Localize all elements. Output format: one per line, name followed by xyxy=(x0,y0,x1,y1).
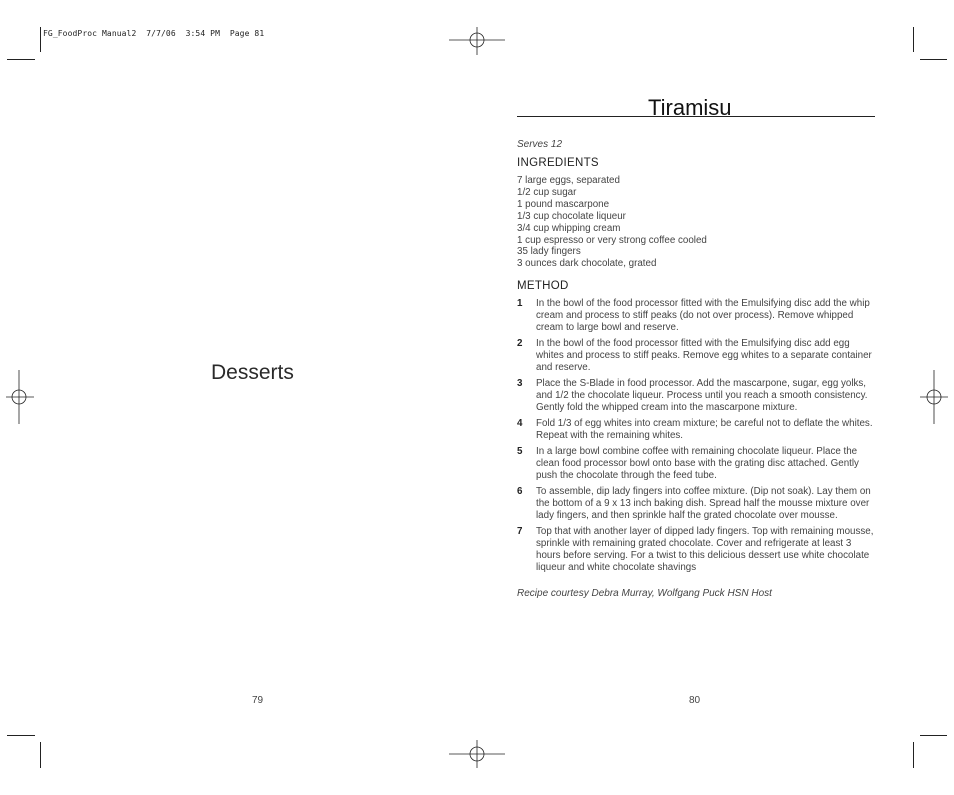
method-step xyxy=(517,446,877,482)
method-heading: METHOD xyxy=(517,280,569,293)
ingredient-item: 7 large eggs, separated xyxy=(517,175,620,186)
ingredient-item: 35 lady fingers xyxy=(517,246,581,258)
ingredient-item: 1 cup espresso or very strong coffee cooled xyxy=(517,234,707,246)
step-number: 6 xyxy=(517,486,523,498)
step-number: 2 xyxy=(517,338,523,350)
step-text: In a large bowl combine coffee with remaining chocolate liqueur. Place the clean food processor bowl onto base with the grating disc attached. Gently push the chocolate through the feed tube. xyxy=(536,446,859,482)
method-step xyxy=(517,378,877,414)
step-text: Top that with another layer of dipped lady fingers. Top with remaining mousse, sprinkle with remaining grated chocolate. Cover and refrigerate at least 3 hours before serving. For a twist to this delicious dessert use white chocolate liqueur and white chocolate shavings xyxy=(536,526,874,574)
ingredient-item: 1/3 cup chocolate liqueur xyxy=(517,210,626,222)
step-text: To assemble, dip lady fingers into coffee mixture. (Dip not soak). Lay them on the bottom of a 9 x 13 inch baking dish. Spread half the mousse mixture over lady fingers, and then sprinkle half the grated chocolate over mousse. xyxy=(536,486,871,522)
method-step xyxy=(517,338,877,374)
crop-mark-top-right-vertical xyxy=(913,27,914,52)
method-step xyxy=(517,486,877,522)
crop-mark-bottom-right-vertical xyxy=(913,742,914,768)
step-number: 1 xyxy=(517,298,523,310)
step-text: In the bowl of the food processor fitted with the Emulsifying disc add egg whites and process to stiff peaks. Remove egg whites to a separate container and reserve. xyxy=(536,338,872,374)
crop-mark-bottom-left-horizontal xyxy=(7,735,35,736)
ingredient-item: 3/4 cup whipping cream xyxy=(517,222,621,234)
recipe-credit: Recipe courtesy Debra Murray, Wolfgang Puck HSN Host xyxy=(517,588,772,600)
registration-mark-bottom-icon xyxy=(449,740,505,768)
crop-mark-top-right-horizontal xyxy=(920,59,947,60)
ingredient-item: 1 pound mascarpone xyxy=(517,198,610,210)
serves-note: Serves 12 xyxy=(517,139,563,150)
step-number: 4 xyxy=(517,418,523,430)
page-number-left: 79 xyxy=(252,695,264,706)
registration-mark-right-icon xyxy=(920,370,948,424)
section-title: Desserts xyxy=(211,361,294,384)
step-text: Fold 1/3 of egg whites into cream mixture; be careful not to deflate the whites. Repeat with the remaining whites. xyxy=(536,418,873,442)
ingredient-item: 1/2 cup sugar xyxy=(517,186,577,198)
step-number: 3 xyxy=(517,378,523,390)
method-step xyxy=(517,298,877,334)
ingredients-heading: INGREDIENTS xyxy=(517,157,599,169)
method-step xyxy=(517,526,877,574)
method-steps xyxy=(517,298,877,574)
step-text: Place the S-Blade in food processor. Add the mascarpone, sugar, egg yolks, and 1/2 the chocolate liqueur. Process until you reach a smooth consistency. Gently fold the whipped cream into the mascarpone mixture. xyxy=(536,378,868,414)
crop-mark-top-left-vertical xyxy=(40,27,41,52)
crop-mark-top-left-horizontal xyxy=(7,59,35,60)
step-number: 7 xyxy=(517,526,523,538)
crop-mark-bottom-left-vertical xyxy=(40,742,41,768)
ingredients-list xyxy=(517,175,877,270)
page-number-right: 80 xyxy=(689,695,701,706)
recipe-content xyxy=(517,139,877,599)
print-slug: FG_FoodProc Manual2 7/7/06 3:54 PM Page 81 xyxy=(43,29,265,38)
method-step xyxy=(517,418,877,442)
registration-mark-top-icon xyxy=(449,27,505,55)
step-text: In the bowl of the food processor fitted with the Emulsifying disc add the whip cream and process to stiff peaks (do not over process). Remove whipped cream to large bowl and reserve. xyxy=(536,298,870,334)
recipe-title: Tiramisu xyxy=(648,95,732,120)
crop-mark-bottom-right-horizontal xyxy=(920,735,947,736)
registration-mark-left-icon xyxy=(6,370,34,424)
ingredient-item: 3 ounces dark chocolate, grated xyxy=(517,258,657,270)
step-number: 5 xyxy=(517,446,523,458)
